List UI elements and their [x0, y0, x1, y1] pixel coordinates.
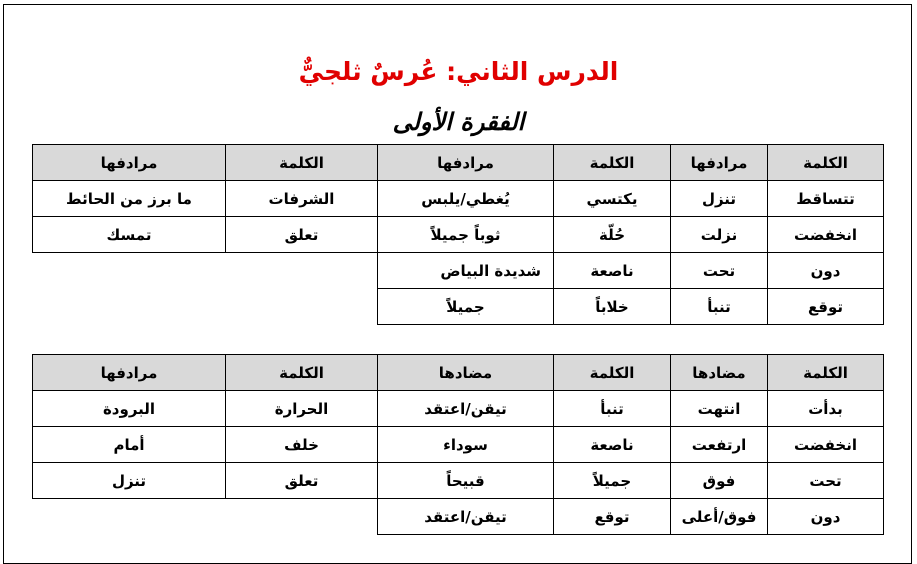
table-cell: شديدة البياض: [378, 253, 554, 289]
table-cell: انخفضت: [768, 427, 884, 463]
header-cell: مرادفها: [671, 145, 768, 181]
header-cell: مضادها: [378, 355, 554, 391]
table-row: [33, 427, 884, 463]
table-cell: الحرارة: [226, 391, 378, 427]
header-cell: الكلمة: [226, 145, 378, 181]
table-cell: توقع: [554, 499, 671, 535]
table-cell: دون: [768, 253, 884, 289]
table-cell: ثوباً جميلاً: [378, 217, 554, 253]
empty-cell: [33, 289, 378, 325]
table-cell: الشرفات: [226, 181, 378, 217]
empty-cell: [33, 253, 378, 289]
table-cell: تتساقط: [768, 181, 884, 217]
table-row: [33, 181, 884, 217]
table-header-row: [33, 355, 884, 391]
header-cell: مرادفها: [33, 355, 226, 391]
table-cell: تحت: [768, 463, 884, 499]
table-cell: خلف: [226, 427, 378, 463]
table-row: [33, 253, 884, 289]
table-cell: تحت: [671, 253, 768, 289]
section-title: الفقرة الأولى: [392, 108, 525, 136]
table-cell: قبيحاً: [378, 463, 554, 499]
table-cell: ناصعة: [554, 253, 671, 289]
table-cell: يُغطي/يلبس: [378, 181, 554, 217]
table-cell: تعلق: [226, 217, 378, 253]
table-cell: فوق: [671, 463, 768, 499]
header-cell: الكلمة: [554, 355, 671, 391]
table-cell: جميلاً: [554, 463, 671, 499]
table-cell: تنزل: [671, 181, 768, 217]
table-cell: أمام: [33, 427, 226, 463]
table-cell: ارتفعت: [671, 427, 768, 463]
header-cell: الكلمة: [226, 355, 378, 391]
table-cell: حُلّة: [554, 217, 671, 253]
table-cell: تيقن/اعتقد: [378, 499, 554, 535]
lesson-title: الدرس الثاني: عُرسٌ ثلجيٌّ: [298, 57, 619, 86]
table-cell: تنزل: [33, 463, 226, 499]
header-cell: مرادفها: [378, 145, 554, 181]
table-cell: جميلاً: [378, 289, 554, 325]
table-cell: البرودة: [33, 391, 226, 427]
header-cell: مرادفها: [33, 145, 226, 181]
table-cell: تيقن/اعتقد: [378, 391, 554, 427]
header-cell: الكلمة: [554, 145, 671, 181]
empty-cell: [33, 499, 378, 535]
table-cell: يكتسي: [554, 181, 671, 217]
table-cell: انخفضت: [768, 217, 884, 253]
table-cell: ما برز من الحائط: [33, 181, 226, 217]
table-cell: تمسك: [33, 217, 226, 253]
table-row: [33, 499, 884, 535]
table-cell: ناصعة: [554, 427, 671, 463]
vocabulary-table-synonyms: [32, 144, 884, 325]
table-row: [33, 289, 884, 325]
table-cell: نزلت: [671, 217, 768, 253]
table-cell: تنبأ: [554, 391, 671, 427]
table-cell: دون: [768, 499, 884, 535]
table-cell: فوق/أعلى: [671, 499, 768, 535]
table-cell: بدأت: [768, 391, 884, 427]
table-cell: سوداء: [378, 427, 554, 463]
table-cell: تعلق: [226, 463, 378, 499]
table-cell: انتهت: [671, 391, 768, 427]
table-header-row: [33, 145, 884, 181]
table-cell: تنبأ: [671, 289, 768, 325]
table-row: [33, 463, 884, 499]
vocabulary-table-antonyms: [32, 354, 884, 535]
header-cell: الكلمة: [768, 355, 884, 391]
header-cell: الكلمة: [768, 145, 884, 181]
table-row: [33, 391, 884, 427]
table-cell: توقع: [768, 289, 884, 325]
header-cell: مضادها: [671, 355, 768, 391]
table-row: [33, 217, 884, 253]
table-cell: خلاباً: [554, 289, 671, 325]
